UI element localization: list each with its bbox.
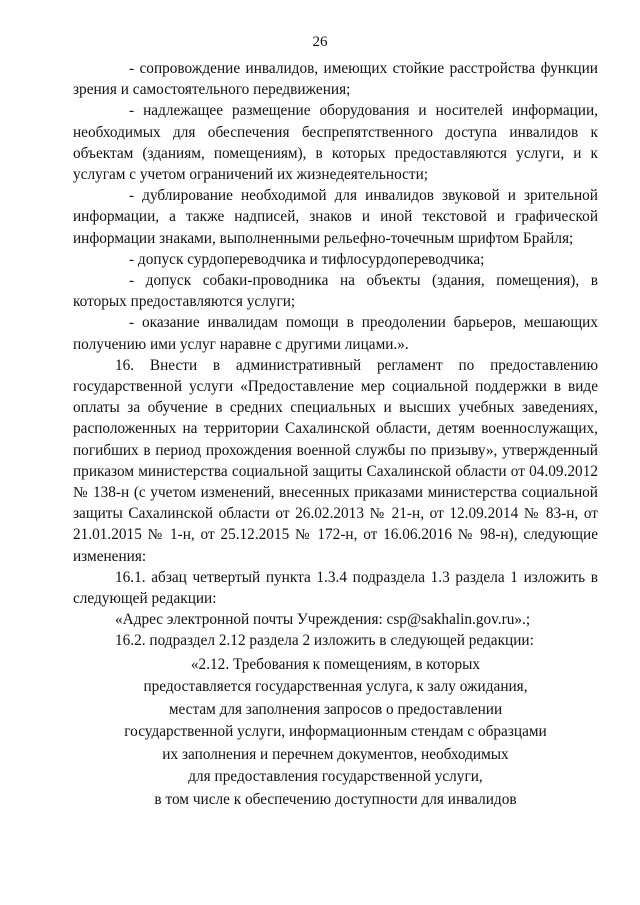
heading-line: их заполнения и перечнем документов, необходимых [162,745,509,763]
heading-line: предоставляется государственная услуга, к залу ожидания, [143,678,528,696]
paragraph-equipment-placement: - надлежащее размещение оборудования и носителей информации, необходимых для обеспечения беспрепятственного доступа инвалидов к объектам (зданиям, помещениям), в которых предоставляются услуги, и к услугам с учетом ограничений их жизнедеятельности; [73,102,598,184]
heading-line: местам для заполнения запросов о предоставлении [168,700,503,718]
paragraph-item-16-1: 16.1. абзац четвертый пункта 1.3.4 подраздела 1.3 раздела 1 изложить в следующей редакции: [73,568,598,608]
paragraph-email-address: «Адрес электронной почты Учреждения: csp@sakhalin.gov.ru».; [115,611,531,629]
paragraph-guide-dog: - допуск собаки-проводника на объекты (здания, помещения), в которых предоставляются услуги; [73,272,598,311]
heading-line: в том числе к обеспечению доступности для инвалидов [154,790,517,808]
paragraph-item-16-2: 16.2. подраздел 2.12 раздела 2 изложить в следующей редакции: [115,632,534,650]
section-heading-2-12 [73,654,598,812]
paragraph-braille-duplication: - дублирование необходимой для инвалидов звуковой и зрительной информации, а также надписей, знаков и иной текстовой и графической информации знаками, выполненными рельефно-точечным шрифтом Брайля; [73,187,598,247]
heading-line: государственной услуги, информационным стендам с образцами [124,723,547,741]
paragraph-escort: - сопровождение инвалидов, имеющих стойкие расстройства функции зрения и самостоятельного передвижения; [73,60,598,99]
paragraph-item-16: 16. Внести в административный регламент по предоставлению государственной услуги «Предоставление мер социальной поддержки в виде оплаты за обучение в средних специальных и высших учебных заведениях, расположенных на территории Сахалинской области, детям военнослужащих, погибших в период прохождения военной службы по призыву», утвержденный приказом министерства социальной защиты Сахалинской области от 04.09.2012 № 138-н (с учетом изменений, внесенных приказами министерства социальной защиты Сахалинской области от 26.02.2013 № 21-н, от 12.09.2014 № 83-н, от 21.01.2015 № 1-н, от 25.12.2015 № 172-н, от 16.06.2016 № 98-н), следующие изменения: [73,356,598,565]
page-number: 26 [312,34,328,50]
paragraph-barrier-assistance: - оказание инвалидам помощи в преодолении барьеров, мешающих получению ими услуг наравне с другими лицами.». [73,314,598,353]
document-body [73,58,598,811]
paragraph-sign-interpreter: - допуск сурдопереводчика и тифлосурдопереводчика; [129,250,485,268]
heading-line: «2.12. Требования к помещениям, в которых [190,655,481,673]
heading-line: для предоставления государственной услуги, [188,768,483,786]
